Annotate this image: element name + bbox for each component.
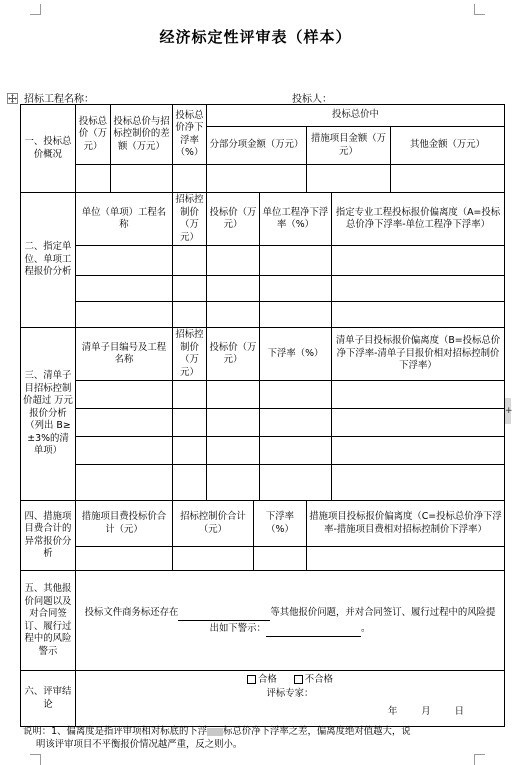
col-item-rate: 下浮率（%） <box>260 328 332 381</box>
table-row <box>21 246 505 276</box>
footnote-line1-b: 标总价净下浮率之差，偏离度绝对值越大，说 <box>223 726 411 737</box>
fail-checkbox[interactable] <box>294 675 303 684</box>
footnote-line2: 明该评审项目不平衡报价情况越严重，反之则小。 <box>36 739 243 750</box>
section2-label: 二、指定单位、单项工程报价分析 <box>21 193 76 328</box>
cell-net-rate[interactable] <box>173 165 207 193</box>
col-bid-price: 投标价（万元） <box>207 193 260 246</box>
project-name-label: 招标工程名称： <box>24 94 94 105</box>
table-cell[interactable] <box>173 302 207 328</box>
col-measure-total: 措施项目费投标价合计（元） <box>76 501 173 547</box>
table-cell[interactable] <box>76 246 173 276</box>
table-cell[interactable] <box>76 381 173 409</box>
col-unit-name: 单位（单项）工程名称 <box>76 193 173 246</box>
table-row <box>21 465 505 501</box>
col-deviation-a: 指定专业工程投标报价偏离度（A=投标总价净下浮率-单位工程净下浮率） <box>332 193 505 246</box>
date-year: 年 <box>387 706 398 717</box>
evaluation-table <box>20 104 505 727</box>
fail-label: 不合格 <box>304 674 333 685</box>
col-sub-amount: 分部分项金额（万元） <box>207 127 307 165</box>
table-cell[interactable] <box>173 381 207 409</box>
table-cell[interactable] <box>260 409 332 437</box>
table-cell[interactable] <box>332 465 505 501</box>
section5-text-b: 等其他报价问题，并对合同签订、履行过程中的风险提出如下警示： <box>209 606 496 634</box>
table-row <box>21 437 505 465</box>
table-cell[interactable] <box>307 547 505 571</box>
issue-input[interactable] <box>178 610 270 621</box>
col-deviation-c: 措施项目投标报价偏离度（C=投标总价净下浮率-措施项目费相对招标控制价下浮率） <box>307 501 505 547</box>
table-cell[interactable] <box>76 465 173 501</box>
table-row <box>21 409 505 437</box>
footnote <box>23 725 503 751</box>
table-cell[interactable] <box>254 547 307 571</box>
col-item-name: 清单子目编号及工程名称 <box>76 328 173 381</box>
table-cell[interactable] <box>207 302 260 328</box>
col-measure-rate: 下浮率（%） <box>254 501 307 547</box>
col-bid-price: 投标价（万元） <box>207 328 260 381</box>
section5-content <box>76 571 505 671</box>
footnote-line1-a: 说明：1、偏离度是指评审项相对标底的下浮 <box>23 726 208 737</box>
table-cell[interactable] <box>76 276 173 302</box>
warning-input[interactable] <box>266 626 361 637</box>
table-cell[interactable] <box>260 437 332 465</box>
table-row <box>21 302 505 328</box>
move-handle-icon[interactable] <box>7 93 18 104</box>
experts-label: 评标专家： <box>266 687 314 699</box>
table-cell[interactable] <box>260 465 332 501</box>
table-cell[interactable] <box>332 276 505 302</box>
section1-label: 一、投标总价概况 <box>21 105 76 193</box>
table-cell[interactable] <box>173 547 254 571</box>
col-other-amount: 其他金额（万元） <box>391 127 505 165</box>
col-net-rate: 投标总价净下浮率（%） <box>173 105 207 165</box>
section6-content <box>76 671 505 727</box>
section5-text-a: 投标文件商务标还存在 <box>84 606 179 618</box>
page-title: 经济标定性评审表（样本） <box>159 28 352 46</box>
col-unit-rate: 单位工程净下浮率（%） <box>260 193 332 246</box>
table-cell[interactable] <box>76 437 173 465</box>
table-cell[interactable] <box>260 302 332 328</box>
table-cell[interactable] <box>207 381 260 409</box>
col-measure-amount: 措施项目金额（万元） <box>307 127 391 165</box>
cell-other-amount[interactable] <box>391 165 505 193</box>
col-control-price: 招标控制价（万元） <box>173 328 207 381</box>
table-cell[interactable] <box>260 381 332 409</box>
table-row <box>21 276 505 302</box>
table-cell[interactable] <box>173 437 207 465</box>
page-corner-mark <box>474 754 485 765</box>
col-deviation-b: 清单子目投标报价偏离度（B=投标总价净下浮率-清单子目报价相对招标控制价下浮率） <box>332 328 505 381</box>
table-cell[interactable] <box>173 409 207 437</box>
pass-checkbox[interactable] <box>247 675 256 684</box>
section5-label: 五、其他报价问题以及对合同签订、履行过程中的风险警示 <box>21 571 76 671</box>
section3-label: 三、清单子目招标控制价超过 万元报价分析（列出 B≥±3%的清单项） <box>21 328 76 501</box>
col-bid-total: 投标总价（万元） <box>76 105 111 165</box>
table-cell[interactable] <box>332 437 505 465</box>
redaction-mark <box>207 728 223 736</box>
table-cell[interactable] <box>76 547 173 571</box>
section5-text-end: 。 <box>360 622 371 634</box>
table-cell[interactable] <box>76 302 173 328</box>
cell-measure-amount[interactable] <box>307 165 391 193</box>
table-cell[interactable] <box>207 465 260 501</box>
section6-label: 六、评审结论 <box>21 671 76 727</box>
section4-label: 四、措施项目费合计的异常报价分析 <box>21 501 76 571</box>
table-cell[interactable] <box>76 409 173 437</box>
cell-sub-amount[interactable] <box>207 165 307 193</box>
page-corner-mark <box>30 754 41 765</box>
date-month: 月 <box>421 706 431 717</box>
page-corner-mark <box>30 4 41 15</box>
col-price-diff: 投标总价与招标控制价的差额（万元） <box>111 105 173 165</box>
pass-label: 合格 <box>258 674 277 685</box>
table-row <box>21 547 505 571</box>
table-cell[interactable] <box>332 246 505 276</box>
col-control-total: 招标控制价合计（元） <box>173 501 254 547</box>
page-corner-mark <box>474 4 485 15</box>
table-cell[interactable] <box>332 409 505 437</box>
cell-price-diff[interactable] <box>111 165 173 193</box>
table-cell[interactable] <box>173 246 207 276</box>
col-bid-total-group: 投标总价中 <box>207 105 505 127</box>
table-cell[interactable] <box>332 302 505 328</box>
bidder-label: 投标人： <box>292 94 332 105</box>
table-cell[interactable] <box>332 381 505 409</box>
date-day: 日 <box>454 706 465 717</box>
table-cell[interactable] <box>173 465 207 501</box>
table-cell[interactable] <box>207 409 260 437</box>
table-cell[interactable] <box>207 276 260 302</box>
table-cell[interactable] <box>207 437 260 465</box>
table-row <box>21 381 505 409</box>
table-cell[interactable] <box>260 276 332 302</box>
table-cell[interactable] <box>173 276 207 302</box>
table-cell[interactable] <box>260 246 332 276</box>
side-scroll-tab[interactable]: + <box>505 398 511 424</box>
table-cell[interactable] <box>207 246 260 276</box>
cell-bid-total[interactable] <box>76 165 111 193</box>
col-control-price: 招标控制价（万元） <box>173 193 207 246</box>
